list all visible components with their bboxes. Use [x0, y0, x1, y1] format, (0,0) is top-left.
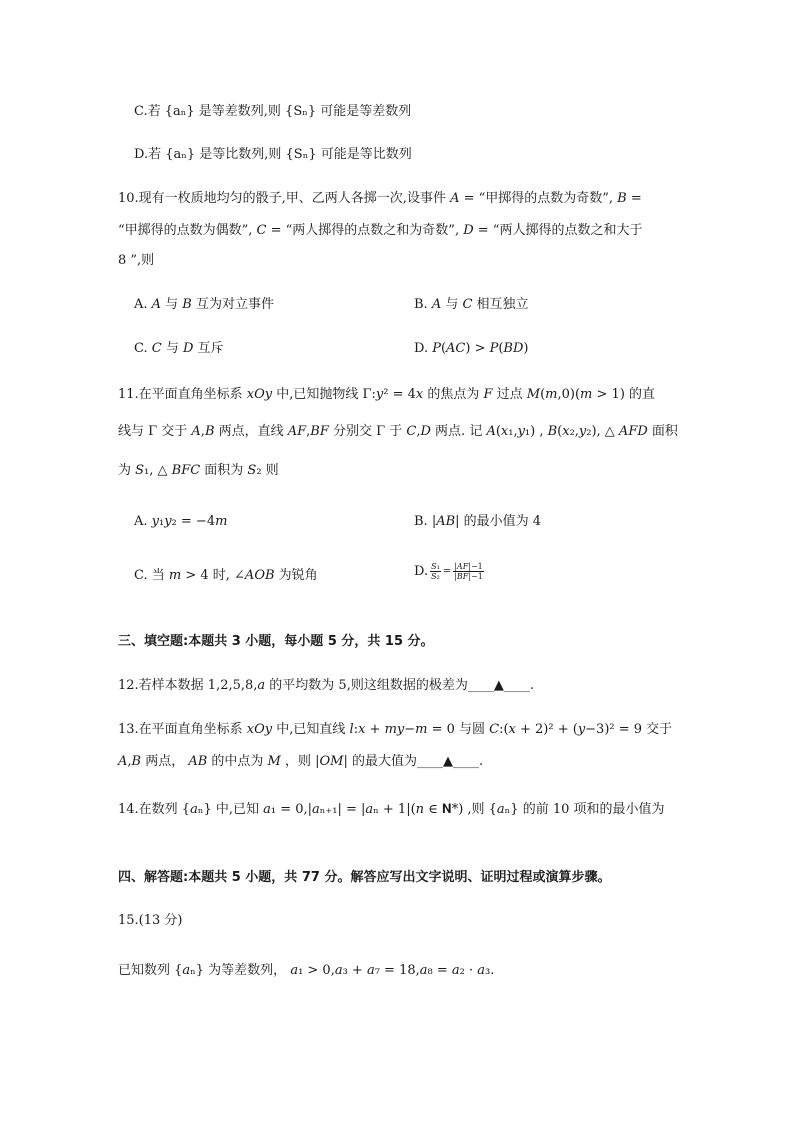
q10-option-a: A. 𝐴 与 𝐵 互为对立事件 — [134, 297, 274, 312]
q10-stem-line1: 10.现有一枚质地均匀的骰子,甲、乙两人各掷一次,设事件 𝐴 = “甲掷得的点数为奇数”, 𝐵 = — [118, 191, 642, 206]
q9-option-d: D.若 {aₙ} 是等比数列,则 {Sₙ} 可能是等比数列 — [134, 147, 412, 162]
q11-option-a: A. 𝑦₁𝑦₂ = −4𝑚 — [134, 514, 228, 529]
q11-stem-line3: 为 𝑆₁, △ 𝐵𝐹𝐶 面积为 𝑆₂ 则 — [118, 463, 279, 478]
q11-option-d-prefix: D. — [414, 563, 429, 579]
q11-stem-line2: 线与 Γ 交于 𝐴,𝐵 两点，直线 𝐴𝐹,𝐵𝐹 分别交 Γ 于 𝐶,𝐷 两点. 记 𝐴(𝑥₁,𝑦₁) , 𝐵(𝑥₂,𝑦₂), △ 𝐴𝐹𝐷 面积 — [118, 424, 678, 439]
q11-option-d — [414, 562, 484, 581]
q10-stem-line2: “甲掷得的点数为偶数”, 𝐶 = “两人掷得的点数之和为奇数”, 𝐷 = “两人掷得的点数之和大于 — [118, 223, 643, 238]
q11-option-b: B. |𝐴𝐵| 的最小值为 4 — [414, 514, 542, 529]
q12-stem: 12.若样本数据 1,2,5,8,𝑎 的平均数为 5,则这组数据的极差为____▲____. — [118, 678, 534, 693]
q11-option-d-lhs-fraction — [430, 562, 441, 581]
q15-stem: 已知数列 {𝑎ₙ} 为等差数列， 𝑎₁ > 0,𝑎₃ + 𝑎₇ = 18,𝑎₈ = 𝑎₂ · 𝑎₃. — [118, 963, 495, 978]
q11-option-d-rhs-num: |𝐴𝐹|−1 — [454, 562, 483, 571]
q10-option-b: B. 𝐴 与 𝐶 相互独立 — [414, 297, 529, 312]
q11-option-d-lhs-den: 𝑆₂ — [431, 572, 440, 581]
q10-option-c: C. 𝐶 与 𝐷 互斥 — [134, 341, 224, 356]
section4-heading: 四、解答题:本题共 5 小题，共 77 分。解答应写出文字说明、证明过程或演算步骤。 — [118, 870, 611, 885]
q9-option-c: C.若 {aₙ} 是等差数列,则 {Sₙ} 可能是等差数列 — [134, 104, 412, 119]
q13-stem-line1: 13.在平面直角坐标系 𝑥𝑂𝑦 中,已知直线 𝑙:𝑥 + 𝑚𝑦−𝑚 = 0 与圆 𝐶:(𝑥 + 2)² + (𝑦−3)² = 9 交于 — [118, 722, 673, 737]
q11-option-d-rhs-den: |𝐵𝐹|−1 — [454, 572, 483, 581]
q10-option-d: D. 𝑃(𝐴𝐶) > 𝑃(𝐵𝐷) — [414, 341, 529, 356]
q11-option-d-equals: = — [442, 565, 452, 577]
q10-stem-line3: 8 ”,则 — [118, 253, 155, 268]
q11-stem-line1: 11.在平面直角坐标系 𝑥𝑂𝑦 中,已知抛物线 Γ:𝑦² = 4𝑥 的焦点为 𝐹 过点 𝑀(𝑚,0)(𝑚 > 1) 的直 — [118, 387, 656, 402]
q11-option-c: C. 当 𝑚 > 4 时, ∠𝐴𝑂𝐵 为锐角 — [134, 568, 318, 583]
section3-heading: 三、填空题:本题共 3 小题，每小题 5 分，共 15 分。 — [118, 634, 434, 649]
q11-option-d-rhs-fraction — [453, 562, 484, 581]
q14-stem: 14.在数列 {𝑎ₙ} 中,已知 𝑎₁ = 0,|𝑎ₙ₊₁| = |𝑎ₙ + 1|(𝑛 ∈ 𝐍*) ,则 {𝑎ₙ} 的前 10 项和的最小值为 — [118, 802, 665, 817]
q11-option-d-lhs-num: 𝑆₁ — [431, 562, 440, 571]
q15-label: 15.(13 分) — [118, 913, 183, 928]
q13-stem-line2: 𝐴,𝐵 两点， 𝐴𝐵 的中点为 𝑀 ，则 |𝑂𝑀| 的最大值为____▲____. — [118, 754, 484, 769]
